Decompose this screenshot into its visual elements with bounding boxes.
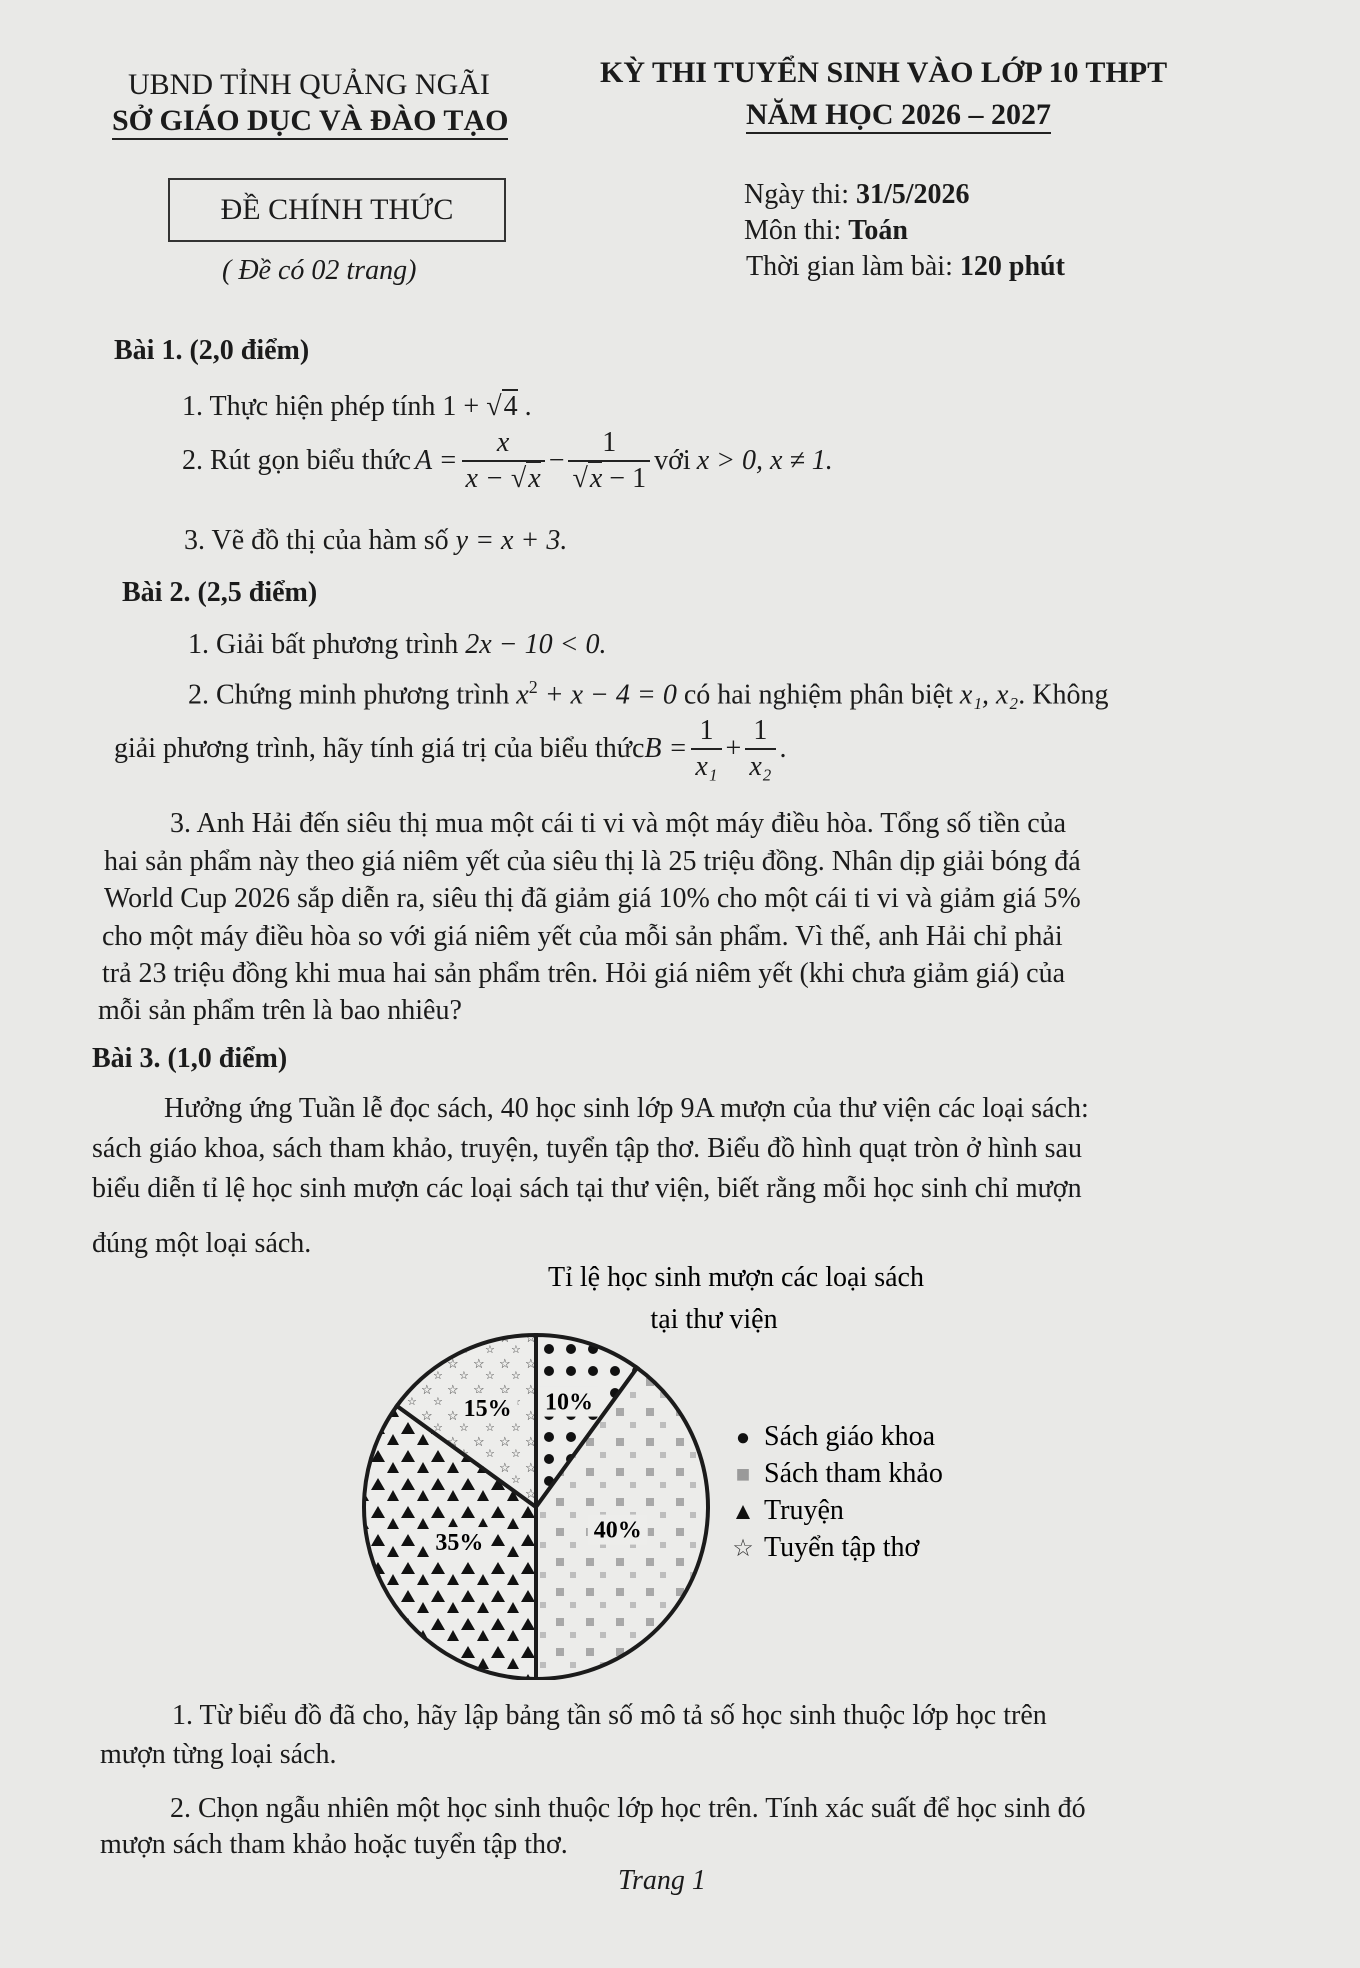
bai1-q2-cond-text: với	[654, 445, 691, 476]
bai2-q2-f2-den: x₂	[745, 748, 775, 784]
bai1-q2-text: 2. Rút gọn biểu thức	[182, 445, 412, 476]
exam-title: KỲ THI TUYỂN SINH VÀO LỚP 10 THPT	[600, 56, 1168, 89]
bai1-q2-f2-den-a: x	[589, 463, 603, 494]
slice-label: 15%	[463, 1395, 512, 1422]
bai1-q3	[184, 522, 567, 560]
bai2-q2-line2-text: giải phương trình, hãy tính giá trị của biểu thức	[114, 733, 645, 764]
bai2-q1-text: 1. Giải bất phương trình	[188, 629, 466, 660]
bai2-q2-frac1	[691, 714, 721, 784]
bai3-intro-line: sách giáo khoa, sách tham khảo, truyện, tuyển tập thơ. Biểu đồ hình quạt tròn ở hình sau	[92, 1133, 1082, 1164]
exam-subject	[744, 212, 908, 250]
bai1-q3-text: 3. Vẽ đồ thị của hàm số	[184, 525, 456, 556]
bai2-q2-eq-sup: 2	[528, 677, 538, 697]
org-line1: UBND TỈNH QUẢNG NGÃI	[128, 68, 490, 101]
org-line2	[112, 104, 508, 138]
bai2-q3-line: hai sản phẩm này theo giá niêm yết của siêu thị là 25 triệu đồng. Nhân dịp giải bóng đá	[104, 846, 1081, 877]
exam-date	[744, 176, 970, 214]
chart-title-line: tại thư viện	[650, 1304, 778, 1335]
bai3-intro-line: Hưởng ứng Tuần lễ đọc sách, 40 học sinh lớp 9A mượn của thư viện các loại sách:	[164, 1093, 1089, 1124]
bai1-q3-math: y = x + 3.	[455, 525, 568, 556]
bai1-title: Bài 1. (2,0 điểm)	[114, 335, 310, 366]
slice-label: 40%	[593, 1517, 642, 1544]
bai2-q1	[188, 626, 607, 664]
legend-label: Sách tham khảo	[764, 1458, 943, 1489]
slice-label: 10%	[544, 1389, 593, 1416]
bai2-q2-text-c: . Không	[1018, 679, 1109, 711]
bai2-q2-f1-num: 1	[699, 715, 714, 746]
bai1-q2	[182, 426, 833, 496]
bai1-q2-f1-den-b: x	[528, 463, 541, 494]
bai1-q1-math-b: 4	[503, 391, 518, 422]
bai1-q2-minus: −	[548, 445, 565, 476]
bai1-q2-f2-den	[568, 460, 650, 496]
bai1-q2-f2-num: 1	[602, 427, 617, 458]
bai1-q2-lhs: A =	[415, 445, 458, 476]
bai2-title: Bài 2. (2,5 điểm)	[122, 577, 318, 608]
page-number: Trang 1	[618, 1865, 706, 1896]
legend-label: Truyện	[764, 1495, 844, 1526]
bai1-q1-text: 1. Thực hiện phép tính	[182, 391, 443, 422]
bai3-q1-line: mượn từng loại sách.	[100, 1739, 337, 1770]
bai2-q2-line1	[188, 668, 1108, 714]
exam-time	[746, 248, 1065, 286]
legend-symbol: ●	[735, 1425, 751, 1451]
date-label: Ngày thi:	[744, 179, 856, 210]
legend-symbol: ■	[735, 1462, 751, 1488]
legend-symbol: ☆	[732, 1536, 754, 1562]
exam-year-text: NĂM HỌC 2026 – 2027	[746, 98, 1051, 134]
chart-title-line: Tỉ lệ học sinh mượn các loại sách	[548, 1262, 924, 1293]
bai2-q2-text-a: 2. Chứng minh phương trình	[188, 679, 517, 711]
bai3-intro-line: đúng một loại sách.	[92, 1228, 312, 1259]
bai2-q2-B: B =	[644, 733, 688, 764]
bai1-q2-f1-den	[462, 460, 545, 496]
bai2-q3-line: trả 23 triệu đồng khi mua hai sản phẩm trên. Hỏi giá niêm yết (khi chưa giảm giá) của	[102, 958, 1066, 989]
bai1-q2-cond: x > 0, x ≠ 1.	[696, 445, 833, 476]
bai2-q2-eq-b: + x − 4 = 0	[537, 679, 677, 711]
bai2-q1-math: 2x − 10 < 0.	[465, 629, 607, 660]
slice-label: 35%	[435, 1530, 484, 1557]
bai1-q1-end: .	[517, 391, 532, 422]
bai2-q2-plus: +	[725, 733, 742, 764]
subject-label: Môn thi:	[744, 215, 849, 246]
bai2-q2-f2-num: 1	[753, 715, 768, 746]
bai1-q1	[182, 388, 532, 426]
bai2-q2-f1-den: x₁	[691, 748, 721, 784]
pages-note: ( Đề có 02 trang)	[222, 255, 417, 286]
subject-value: Toán	[848, 215, 908, 246]
date-value: 31/5/2026	[856, 179, 970, 210]
bai2-q2-eq-a: x	[516, 679, 529, 711]
time-value: 120 phút	[959, 251, 1065, 282]
exam-year	[746, 98, 1051, 132]
time-label: Thời gian làm bài:	[746, 251, 960, 282]
bai2-q2-frac2	[745, 714, 775, 784]
legend-symbol: ▲	[731, 1499, 755, 1525]
bai2-q2-roots: x₁, x₂	[959, 679, 1019, 711]
org-line2-text: SỞ GIÁO DỤC VÀ ĐÀO TẠO	[112, 104, 508, 140]
bai2-q3-line: 3. Anh Hải đến siêu thị mua một cái ti vi và một máy điều hòa. Tổng số tiền của	[170, 808, 1067, 839]
bai3-q1-line: 1. Từ biểu đồ đã cho, hãy lập bảng tần số mô tả số học sinh thuộc lớp học trên	[172, 1700, 1047, 1731]
sqrt-sign: √	[510, 463, 527, 494]
bai1-q1-math-a: 1 +	[442, 391, 487, 422]
bai1-q2-f2-den-b: − 1	[602, 463, 647, 494]
bai3-q2-line: 2. Chọn ngẫu nhiên một học sinh thuộc lớp học trên. Tính xác suất để học sinh đó	[170, 1793, 1086, 1824]
bai3-title: Bài 3. (1,0 điểm)	[92, 1043, 288, 1074]
bai2-q2-line2	[114, 714, 787, 784]
legend-label: Tuyển tập thơ	[764, 1532, 920, 1563]
bai2-q3-line: mỗi sản phẩm trên là bao nhiêu?	[98, 995, 462, 1026]
pie-chart	[340, 1250, 1020, 1680]
official-box: ĐỀ CHÍNH THỨC	[168, 178, 506, 242]
bai3-q2-line: mượn sách tham khảo hoặc tuyển tập thơ.	[100, 1829, 568, 1860]
sqrt-sign: √	[486, 391, 502, 422]
bai2-q2-B-end: .	[779, 733, 787, 764]
bai2-q2-text-b: có hai nghiệm phân biệt	[676, 679, 960, 711]
legend-label: Sách giáo khoa	[764, 1421, 936, 1452]
bai1-q2-frac1	[462, 426, 545, 496]
bai2-q3-line: World Cup 2026 sắp diễn ra, siêu thị đã giảm giá 10% cho một cái ti vi và giảm giá 5%	[104, 883, 1081, 914]
bai1-q2-f1-den-a: x −	[465, 463, 511, 494]
bai2-q3-line: cho một máy điều hòa so với giá niêm yết của mỗi sản phẩm. Vì thế, anh Hải chỉ phải	[102, 921, 1063, 952]
bai1-q2-f1-num: x	[496, 427, 510, 458]
sqrt-sign: √	[572, 463, 588, 494]
bai3-intro-line: biểu diễn tỉ lệ học sinh mượn các loại sách tại thư viện, biết rằng mỗi học sinh chỉ mượn	[92, 1173, 1082, 1204]
bai1-q2-frac2	[568, 426, 650, 496]
